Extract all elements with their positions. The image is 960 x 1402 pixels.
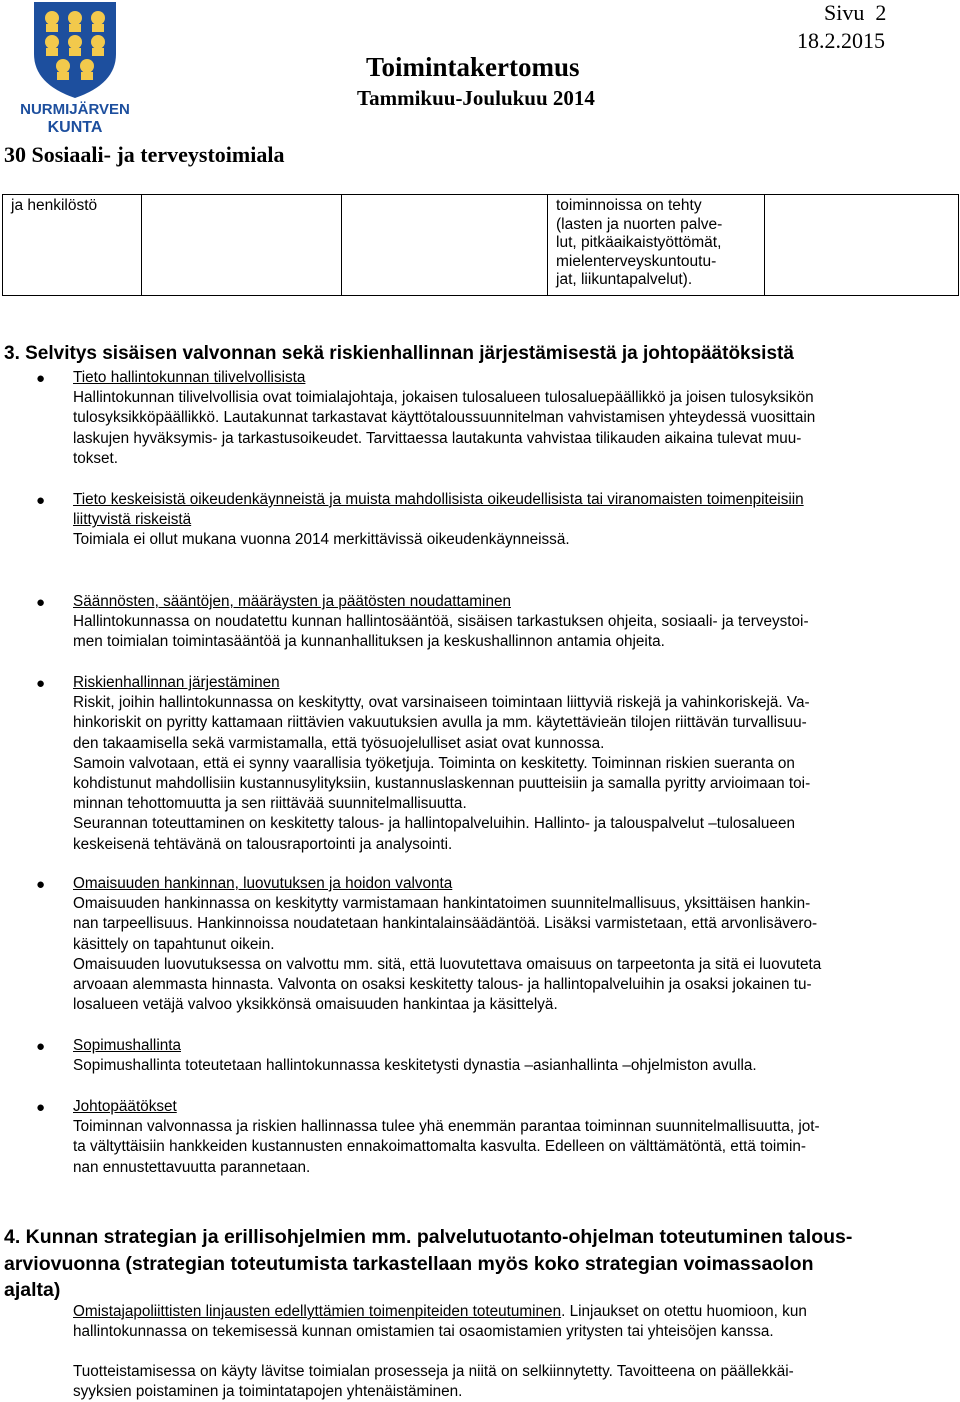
item-line: hinkoriskit on pyritty kattamaan riittävien vakuutuksien avulla ja mm. käytettävieän tilojen riittävän turvallisuu- (73, 714, 807, 732)
unit-title: 30 Sosiaali- ja terveystoimiala (4, 142, 285, 167)
paragraph-line: hallintokunnassa on tekemisessä kunnan omistamien tai osaomistamien yritysten tai yhteisöjen kanssa. (73, 1323, 774, 1341)
item-line: Toiminnan valvonnassa ja riskien hallinnassa tulee yhä enemmän parantaa toiminnan suunnitelmallisuutta, jot- (73, 1118, 820, 1136)
bullet-icon: ● (36, 876, 46, 893)
item-line: tokset. (73, 449, 119, 467)
item-title: Tieto keskeisistä oikeudenkäynneistä ja muista mahdollisista oikeudellisista tai viranomaisten toimenpiteisiin (73, 491, 804, 508)
bullet-icon: ● (36, 675, 46, 692)
item-line: Samoin valvotaan, että ei synny vaarallisia työketjuja. Toiminta on keskitetty. Toiminnan riskien sueranta on (73, 754, 795, 772)
item-line: Hallintokunnan tilivelvollisia ovat toimialajohtaja, jokaisen tulosalueen tulosaluepäällikkö ja joisen tulosyksikön (73, 389, 814, 407)
report-date: 18.2.2015 (797, 28, 885, 53)
item-line: tulosyksikköpäällikkö. Lautakunnat tarkastavat käyttötaloussuunnitelman vahvistamisen yhteydessä vuosittain (73, 409, 816, 427)
paragraph-line: syyksien poistaminen ja toimintatapojen yhtenäistäminen. (73, 1383, 463, 1401)
paragraph-text: . Linjaukset on otettu huomioon, kun (561, 1303, 807, 1320)
table-row (3, 195, 959, 296)
item-line: losalueen vetäjä valvoo yksikkönsä omaisuuden hankintaa ja käsittelyä. (73, 996, 558, 1014)
heading-line: ajalta) (4, 1279, 61, 1301)
owner-policy-title: Omistajapoliittisten linjausten edellyttämien toimenpiteiden toteutuminen (73, 1303, 562, 1320)
cell-line: toiminnoissa on tehty (556, 197, 702, 214)
item-title: Sopimushallinta (73, 1037, 181, 1054)
bullet-icon: ● (36, 370, 46, 387)
list-item (73, 368, 815, 469)
item-title: liittyvistä riskeistä (73, 511, 192, 529)
item-line: Sopimushallinta toteutetaan hallintokunnassa keskitetysti dynastia –asianhallinta –ohjelmiston avulla. (73, 1057, 757, 1075)
item-line: Riskit, joihin hallintokunnassa on keskitytty, ovat varsinaiseen toimintaan liittyviä riskejä ja vahinkoriskejä. Va- (73, 694, 810, 712)
bullet-icon: ● (36, 1099, 46, 1116)
cell-line: (lasten ja nuorten palve- (556, 215, 723, 233)
item-title: Tieto hallintokunnan tilivelvollisista (73, 369, 306, 386)
municipality-logo (14, 2, 136, 134)
item-line: Seurannan toteuttaminen on keskitetty talous- ja hallintopalveluihin. Hallinto- ja talouspalvelut –tulosalueen (73, 815, 795, 833)
coat-of-arms-icon (14, 2, 136, 134)
page-number: Sivu 2 (824, 0, 887, 25)
bullet-icon: ● (36, 1038, 46, 1055)
logo-text-line2: KUNTA (47, 119, 103, 134)
item-title: Riskienhallinnan järjestäminen (73, 674, 280, 691)
report-title: Toimintakertomus (366, 52, 580, 82)
report-period: Tammikuu-Joulukuu 2014 (357, 86, 595, 110)
continuation-table (2, 194, 959, 296)
item-line: arvoaan alemmasta hinnasta. Valvonta on osaksi keskitetty talous- ja hallintopalveluihin ja osaksi jokainen tu- (73, 976, 812, 994)
section-4-paragraph-2 (73, 1362, 794, 1402)
item-line: nan tarpeellisuus. Hankinnoissa noudatetaan hankintalainsäädäntöä. Lisäksi varmistetaan, että arvonlisävero- (73, 915, 818, 933)
bullet-icon: ● (36, 594, 46, 611)
list-item (73, 490, 804, 551)
table-cell (342, 195, 548, 296)
item-line: keskeisenä tehtävänä on talousraportointi ja analysointi. (73, 835, 453, 853)
logo-text-line1: NURMIJÄRVEN (20, 101, 130, 118)
item-line: Omaisuuden hankinnassa on keskitytty varmistamaan hankintatoimen suunnitelmallisuus, yksittäisen hankin- (73, 895, 811, 913)
item-title: Säännösten, sääntöjen, määräysten ja päätösten noudattaminen (73, 593, 511, 610)
item-title: Johtopäätökset (73, 1098, 177, 1115)
cell-line: lut, pitkäaikaistyöttömät, (556, 234, 722, 251)
item-line: Omaisuuden luovutuksessa on valvottu mm. sitä, että luovutettava omaisuus on tarpeetonta ja sitä ei luovuteta (73, 955, 822, 973)
list-item (73, 874, 821, 1015)
item-line: käsittely on tapahtunut oikein. (73, 935, 275, 953)
item-line: kohdistunut mahdollisiin kustannusylityksiin, kustannuslaskennan puutteisiin ja samalla pyritty arvioimaan toi- (73, 775, 811, 793)
table-cell (765, 195, 959, 296)
section-3-heading: 3. Selvitys sisäisen valvonnan sekä riskienhallinnan järjestämisestä ja johtopäätöksistä (4, 343, 794, 364)
table-cell (142, 195, 342, 296)
list-item (73, 1097, 820, 1178)
cell-line: mielenterveyskuntoutu- (556, 252, 717, 270)
bullet-icon: ● (36, 492, 46, 509)
item-line: minnan tehottomuutta ja sen riittävää suunnitelmallisuutta. (73, 795, 467, 813)
item-title: Omaisuuden hankinnan, luovutuksen ja hoidon valvonta (73, 875, 453, 892)
table-cell: ja henkilöstö (3, 195, 142, 296)
cell-line: jat, liikuntapalvelut). (556, 271, 693, 288)
section-4-paragraph-1 (73, 1302, 807, 1342)
item-line: nan ennustettavuutta parannetaan. (73, 1158, 311, 1176)
list-item (73, 1036, 757, 1076)
paragraph-line: Tuotteistamisessa on käyty lävitse toimialan prosesseja ja niitä on selkiinnytetty. Tavoitteena on päällekkäi- (73, 1363, 794, 1380)
item-line: ta vältyttäisiin hankkeiden kustannusten ennakoimattomalta kasvulta. Edelleen on välttämätöntä, että toimin- (73, 1138, 806, 1156)
table-cell (548, 195, 765, 296)
item-line: Hallintokunnassa on noudatettu kunnan hallintosääntöä, sisäisen tarkastuksen ohjeita, sosiaali- ja terveystoi- (73, 613, 809, 631)
list-item (73, 673, 810, 855)
item-line: laskujen hyväksymis- ja tarkastusoikeudet. Tarvittaessa lautakunta vahvistaa tilikauden aikaina tulevat muu- (73, 429, 802, 447)
item-line: Toimiala ei ollut mukana vuonna 2014 merkittävissä oikeudenkäynneissä. (73, 531, 570, 549)
heading-line: 4. Kunnan strategian ja erillisohjelmien mm. palvelutuotanto-ohjelman toteutuminen talous- (4, 1226, 853, 1248)
item-line: den takaamisella sekä varmistamalla, että työsuojelulliset asiat ovat kunnossa. (73, 734, 605, 752)
heading-line: arviovuonna (strategian toteutumista tarkastellaan myös koko strategian voimassaolon (4, 1252, 814, 1275)
item-line: men toimialan toimintasääntöä ja kunnanhallituksen ja keskushallinnon antamia ohjeita. (73, 633, 665, 651)
list-item (73, 592, 809, 653)
section-4-heading (4, 1224, 954, 1304)
